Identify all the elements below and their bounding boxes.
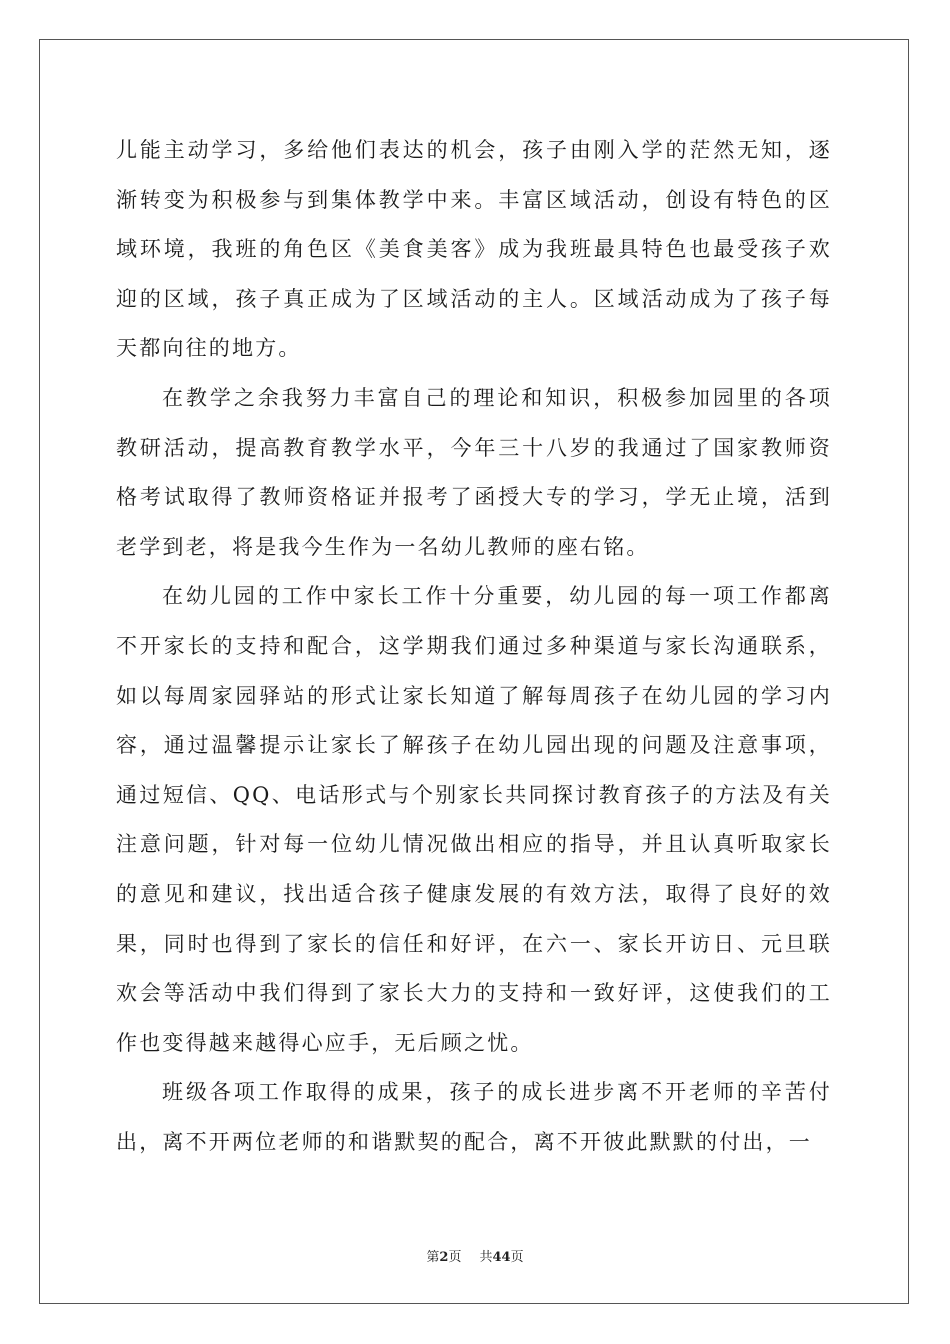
total-prefix: 共 xyxy=(479,1250,493,1265)
current-page-number: 2 xyxy=(439,1250,449,1265)
total-pages-label xyxy=(479,1250,523,1265)
total-unit: 页 xyxy=(510,1250,524,1265)
paragraph-4: 班级各项工作取得的成果，孩子的成长进步离不开老师的辛苦付出，离不开两位老师的和谐默契的配合，离不开彼此默默的付出，一 xyxy=(116,1080,832,1154)
paragraph-2: 在教学之余我努力丰富自己的理论和知识，积极参加园里的各项教研活动，提高教育教学水平，今年三十八岁的我通过了国家教师资格考试取得了教师资格证并报考了函授大专的学习，学无止境，活到老学到老，将是我今生作为一名幼儿教师的座右铭。 xyxy=(116,385,832,559)
page-prefix: 第 xyxy=(426,1250,440,1265)
paragraph-1: 儿能主动学习，多给他们表达的机会，孩子由刚入学的茫然无知，逐渐转变为积极参与到集体教学中来。丰富区域活动，创设有特色的区域环境，我班的角色区《美食美客》成为我班最具特色也最受孩子欢迎的区域，孩子真正成为了区域活动的主人。区域活动成为了孩子每天都向往的地方。 xyxy=(116,138,832,361)
page-unit: 页 xyxy=(448,1250,462,1265)
total-page-count: 44 xyxy=(492,1250,511,1265)
page-footer xyxy=(0,1246,950,1265)
document-body xyxy=(116,126,832,1167)
paragraph-3: 在幼儿园的工作中家长工作十分重要，幼儿园的每一项工作都离不开家长的支持和配合，这学期我们通过多种渠道与家长沟通联系，如以每周家园驿站的形式让家长知道了解每周孩子在幼儿园的学习内容，通过温馨提示让家长了解孩子在幼儿园出现的问题及注意事项，通过短信、QQ、电话形式与个别家长共同探讨教育孩子的方法及有关注意问题，针对每一位幼儿情况做出相应的指导，并且认真听取家长的意见和建议，找出适合孩子健康发展的有效方法，取得了良好的效果，同时也得到了家长的信任和好评，在六一、家长开访日、元旦联欢会等活动中我们得到了家长大力的支持和一致好评，这使我们的工作也变得越来越得心应手，无后顾之忧。 xyxy=(116,584,832,1055)
page-number-label xyxy=(426,1250,461,1265)
